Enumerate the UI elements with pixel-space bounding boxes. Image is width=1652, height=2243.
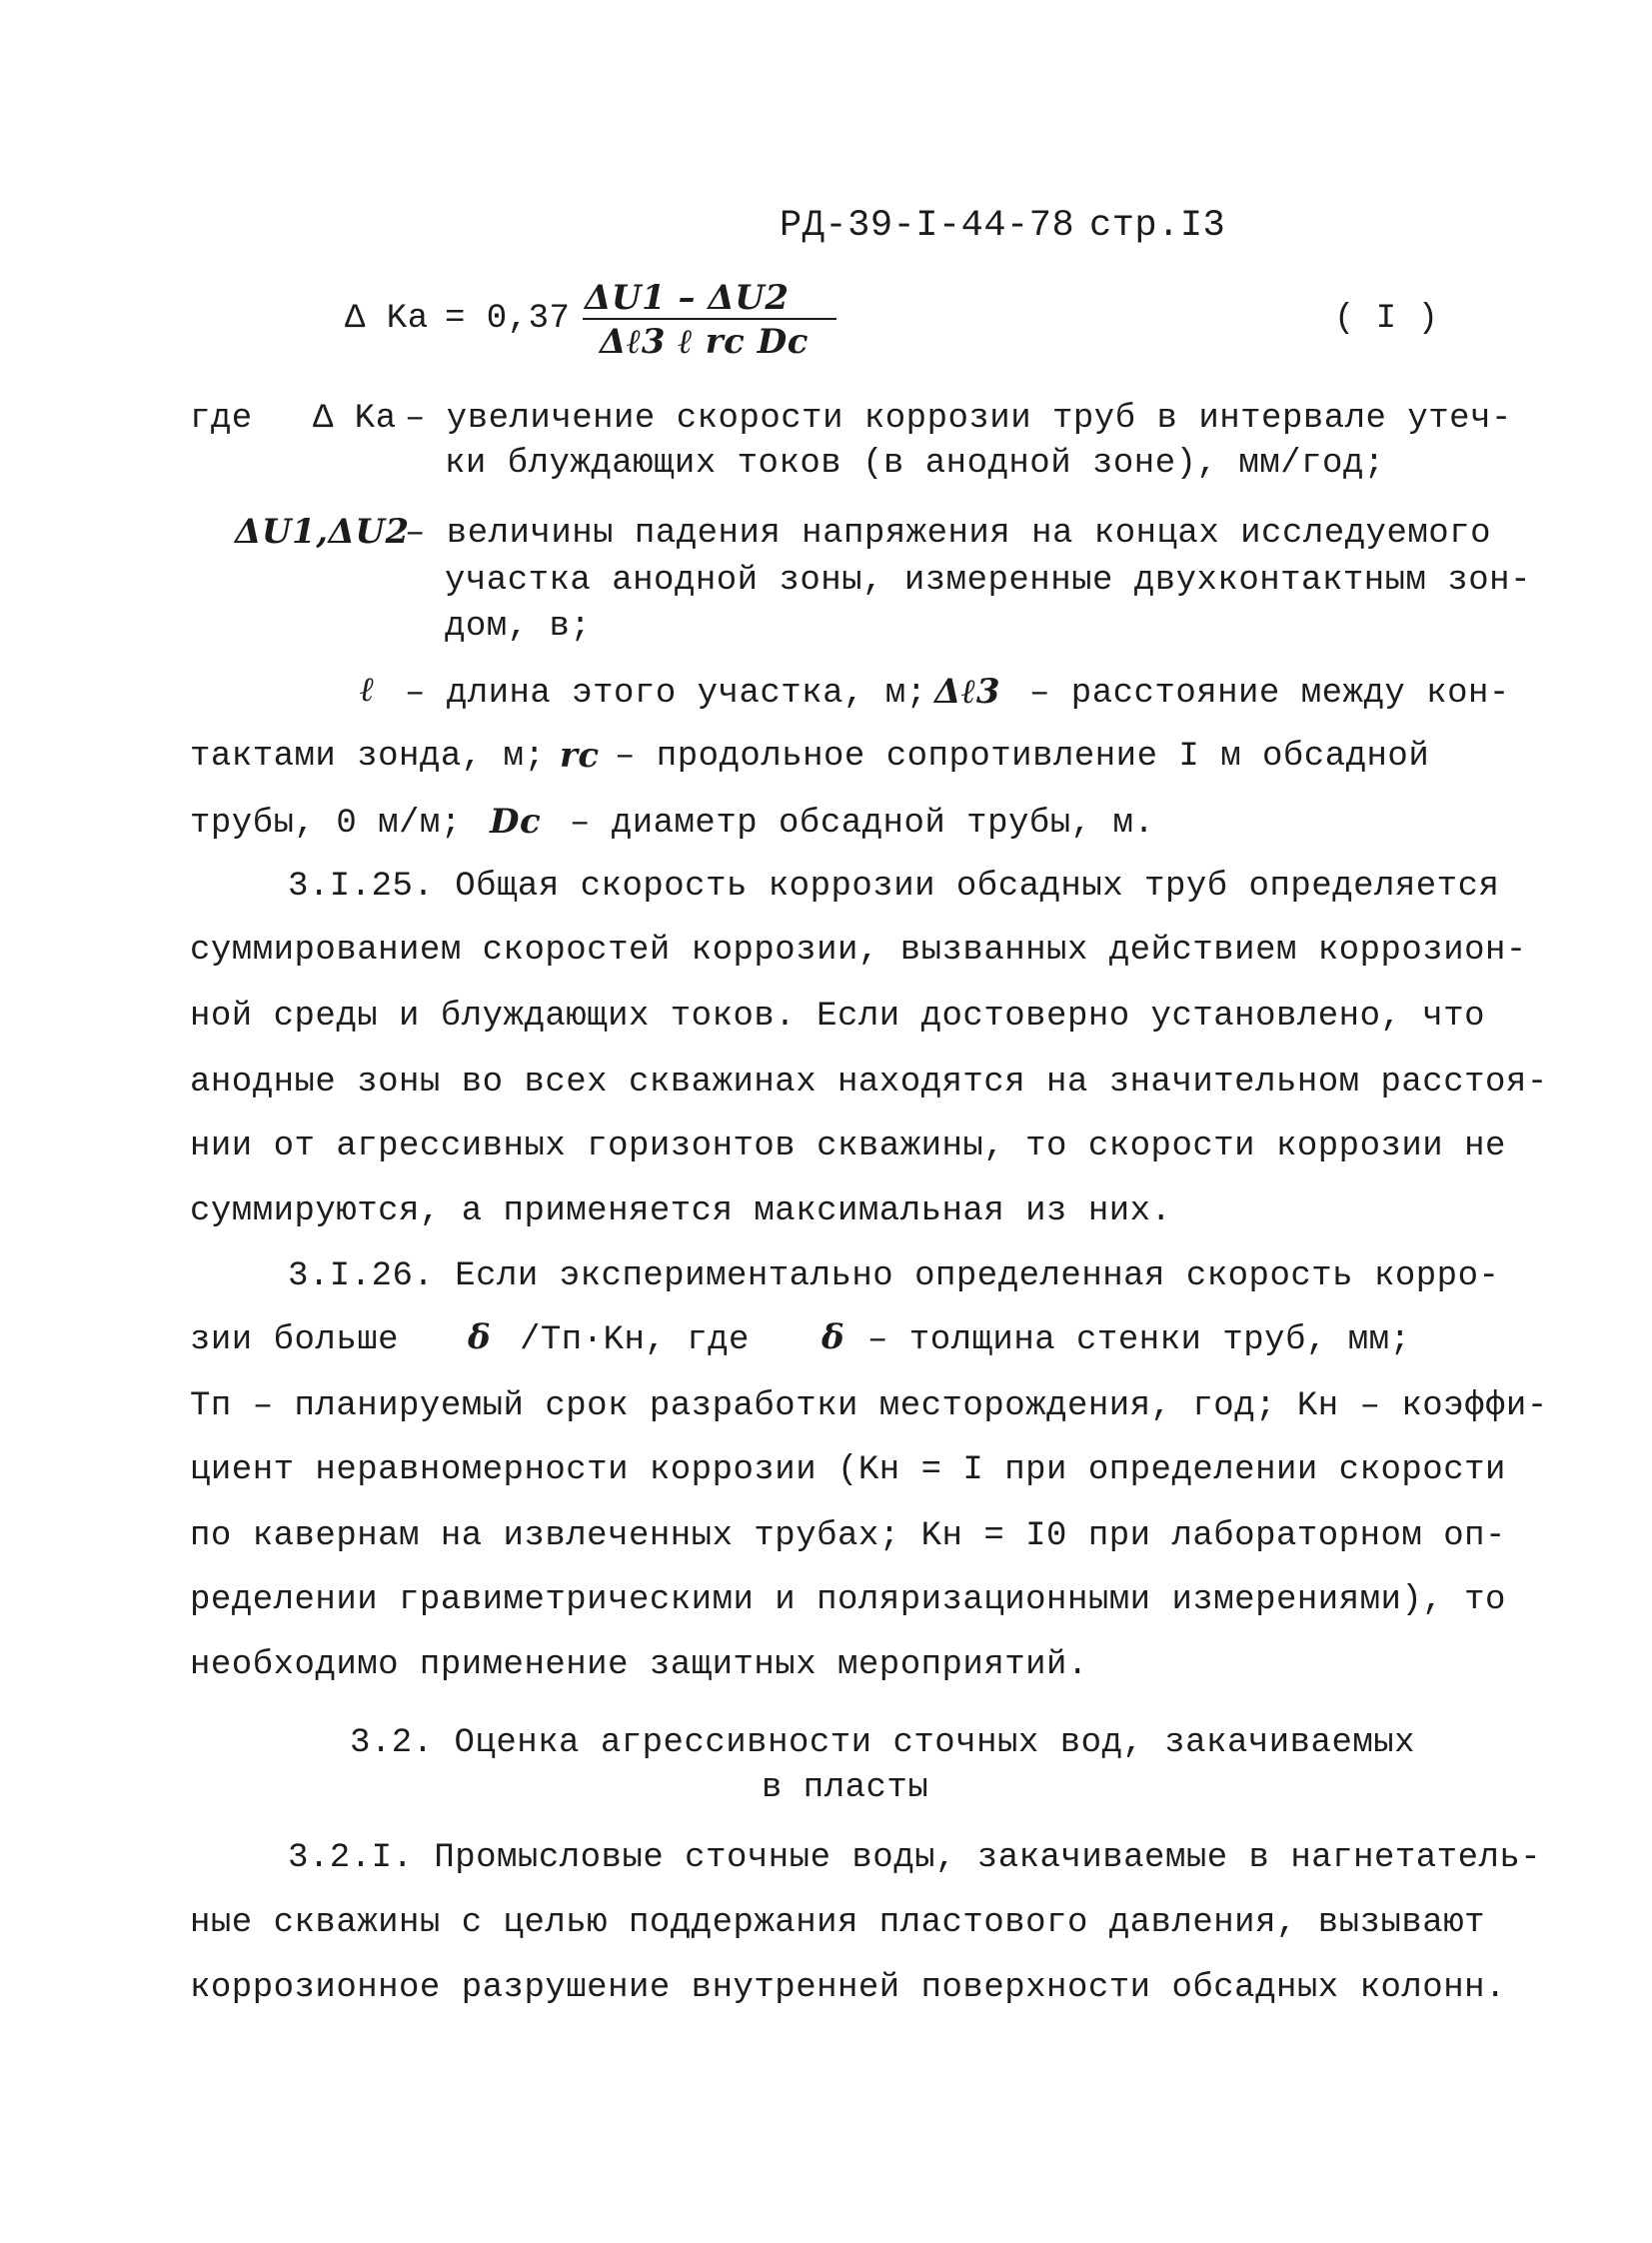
l-symbol: ℓ [360, 670, 376, 710]
paragraph-line: нии от агрессивных горизонтов скважины, то скорости коррозии не [190, 1127, 1506, 1165]
page-number: стр.I3 [1089, 205, 1226, 247]
dl3-definition-b: тактами зонда, м; [190, 738, 546, 776]
rc-symbol: rc [560, 736, 600, 776]
section-heading-line2: в пласты [762, 1769, 929, 1807]
rc-definition-b: трубы, 0 м/м; [190, 805, 462, 843]
paragraph-line: по кавернам на извлеченных трубах; Kн = I0 при лабораторном оп- [190, 1517, 1506, 1555]
formula-fraction-bar [583, 318, 836, 320]
dc-symbol: Dc [490, 802, 542, 842]
paragraph-line: суммированием скоростей коррозии, вызванных действием коррозион- [190, 932, 1527, 970]
dl3-definition-a: – расстояние между кон- [1029, 675, 1510, 713]
du-definition-line3: дом, в; [445, 608, 592, 646]
paragraph-line: 3.I.26. Если экспериментально определенная скорость корро- [288, 1257, 1500, 1295]
du-symbol: ΔU1,ΔU2 [235, 512, 410, 552]
dk-definition-line2: ки блуждающих токов (в анодной зоне), мм/год; [445, 445, 1385, 483]
delta-symbol: δ [468, 1317, 492, 1357]
dl3-symbol: Δℓ3 [934, 672, 1001, 712]
where-label: где [190, 400, 253, 438]
paragraph-line: коррозионное разрушение внутренней поверхности обсадных колонн. [190, 1969, 1506, 2007]
formula-denominator: Δℓ3 ℓ rc Dc [600, 322, 809, 362]
du-definition-line1: – величины падения напряжения на концах исследуемого [405, 515, 1491, 553]
dc-definition: – диаметр обсадной трубы, м. [570, 805, 1155, 843]
dk-definition-line1: – увеличение скорости коррозии труб в интервале утеч- [405, 400, 1512, 438]
formula-coefficient: = 0,37 [445, 300, 571, 338]
paragraph-line: 3.I.25. Общая скорость коррозии обсадных труб определяется [288, 868, 1500, 906]
paragraph-line: ной среды и блуждающих токов. Если достоверно установлено, что [190, 998, 1486, 1036]
formula-lhs: Δ Ka [345, 300, 429, 338]
l-definition: – длина этого участка, м; [405, 675, 927, 713]
paragraph-line: циент неравномерности коррозии (Kн = I при определении скорости [190, 1451, 1506, 1489]
paragraph-line: – толщина стенки труб, мм; [867, 1321, 1411, 1359]
delta-symbol: δ [822, 1317, 845, 1357]
paragraph-line: 3.2.I. Промысловые сточные воды, закачиваемые в нагнетатель- [288, 1839, 1542, 1877]
paragraph-line: ределении гравиметрическими и поляризационными измерениями), то [190, 1581, 1506, 1619]
paragraph-line: зии больше [190, 1321, 400, 1359]
paragraph-line: анодные зоны во всех скважинах находятся на значительном расстоя- [190, 1064, 1548, 1102]
section-heading-line1: 3.2. Оценка агрессивности сточных вод, закачиваемых [350, 1724, 1416, 1762]
paragraph-line: /Tп·Kн, где [520, 1321, 750, 1359]
paragraph-line: суммируются, а применяется максимальная из них. [190, 1192, 1172, 1230]
formula-numerator: ΔU1 – ΔU2 [585, 278, 790, 318]
paragraph-line: ные скважины с целью поддержания пластового давления, вызывают [190, 1904, 1486, 1942]
paragraph-line: необходимо применение защитных мероприятий. [190, 1646, 1088, 1684]
doc-id: РД-39-I-44-78 [780, 205, 1075, 247]
formula-number: ( I ) [1334, 300, 1439, 338]
dk-symbol: Δ Ka [313, 400, 397, 438]
du-definition-line2: участка анодной зоны, измеренные двухконтактным зон- [445, 562, 1531, 600]
rc-definition-a: – продольное сопротивление I м обсадной [615, 738, 1430, 776]
paragraph-line: Tп – планируемый срок разработки месторождения, год; Kн – коэффи- [190, 1387, 1548, 1425]
